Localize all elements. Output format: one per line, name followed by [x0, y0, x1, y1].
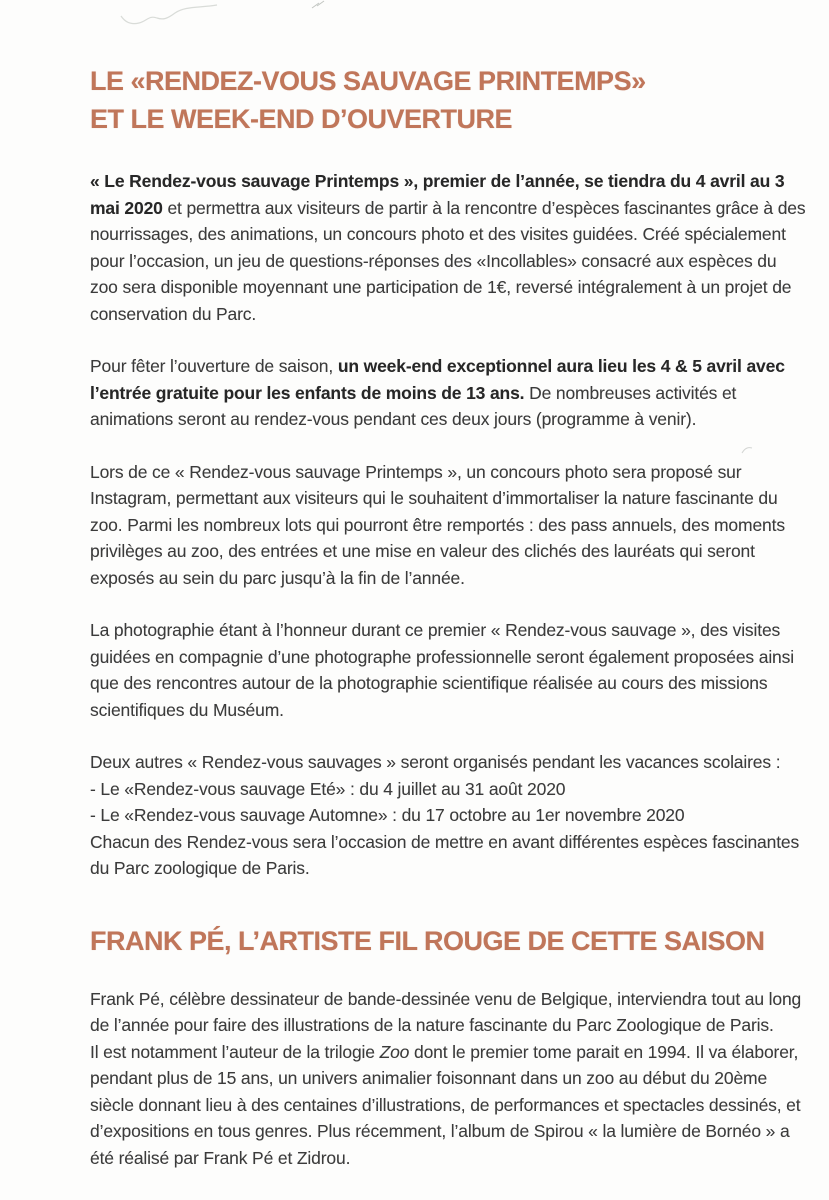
paragraph-concours-photo: Lors de ce « Rendez-vous sauvage Printemps », un concours photo sera proposé sur Instagram, permettant aux visiteurs qui le souhaitent d’immortaliser la nature fascinante du zoo. Parmi les nombreux lots qui pourront être remportés : des pass annuels, des moments privilèges au zoo, des entrées et une mise en valeur des clichés des lauréats qui seront exposés au sein du parc jusqu’à la fin de l’année. — [90, 461, 785, 588]
paragraph-weekend-ouverture — [90, 353, 807, 433]
text-weekend-rest: De nombreuses activités et animations seront au rendez-vous pendant ces deux jours (programme à venir). — [90, 382, 737, 429]
paragraph-rdv-printemps — [90, 168, 807, 327]
text-trilogie-before: Il est notamment l’auteur de la trilogie — [90, 1041, 380, 1062]
text-trilogie-after: dont le premier tome parait en 1994. Il va élaborer, pendant plus de 15 ans, un univers animalier foisonnant dans un zoo au début du 20ème siècle donnant lieu à des centaines d’illustrations, de performances et spectacles dessinés, et d’expositions en tous genres. Plus récemment, l’album de Spirou « la lumière de Bornéo » a été réalisé par Frank Pé et Zidrou. — [90, 1041, 801, 1168]
text-frank-pe-intro: Frank Pé, célèbre dessinateur de bande-dessinée venu de Belgique, interviendra tout au long de l’année pour faire des illustrations de la nature fascinante du Parc Zoologique de Paris. — [90, 988, 802, 1035]
text-frank-pe-trilogie — [90, 1039, 807, 1172]
italic-zoo-title: Zoo — [379, 1041, 410, 1062]
section2-heading: FRANK PÉ, L’ARTISTE FIL ROUGE DE CETTE SAISON — [90, 925, 765, 956]
section1-heading-line1: LE «RENDEZ-VOUS SAUVAGE PRINTEMPS» — [90, 66, 646, 96]
text-weekend-lead: Pour fêter l’ouverture de saison, — [90, 356, 338, 376]
list-item-rdv-automne: - Le «Rendez-vous sauvage Automne» : du 17 octobre au 1er novembre 2020 — [90, 805, 685, 825]
text-printemps-rest: et permettra aux visiteurs de partir à la rencontre d’espèces fascinantes grâce à des nourrissages, des animations, un concours photo et des visites guidées. Créé spécialement pour l’occasion, un jeu de questions-réponses des «Incollables» consacré aux espèces du zoo sera disponible moyennant une participation de 1€, reversé intégralement à un projet de conservation du Parc. — [90, 197, 806, 324]
section1-heading-line2: ET LE WEEK-END D’OUVERTURE — [90, 104, 513, 134]
paragraph-photographie: La photographie étant à l’honneur durant ce premier « Rendez-vous sauvage », des visites guidées en compagnie d’une photographe professionnelle seront également proposées ainsi que des rencontres autour de la photographie scientifique réalisée au cours des missions scientifiques du Muséum. — [90, 620, 794, 720]
text-vacances-outro: Chacun des Rendez-vous sera l’occasion de mettre en avant différentes espèces fascinantes du Parc zoologique de Paris. — [90, 831, 800, 878]
bold-weekend-exceptionnel: un week-end exceptionnel aura lieu les 4 & 5 avril avec l’entrée gratuite pour les enfants de moins de 13 ans. — [90, 356, 785, 403]
list-item-rdv-ete: - Le «Rendez-vous sauvage Eté» : du 4 juillet au 31 août 2020 — [90, 778, 566, 799]
paragraph-frank-pe — [90, 986, 807, 1172]
section1-heading — [90, 62, 807, 138]
text-vacances-intro: Deux autres « Rendez-vous sauvages » seront organisés pendant les vacances scolaires : — [90, 752, 781, 772]
bold-dates-printemps: « Le Rendez-vous sauvage Printemps », premier de l’année, se tiendra du 4 avril au 3 mai 2020 — [90, 171, 785, 218]
paragraph-autres-rendez-vous — [90, 749, 807, 882]
